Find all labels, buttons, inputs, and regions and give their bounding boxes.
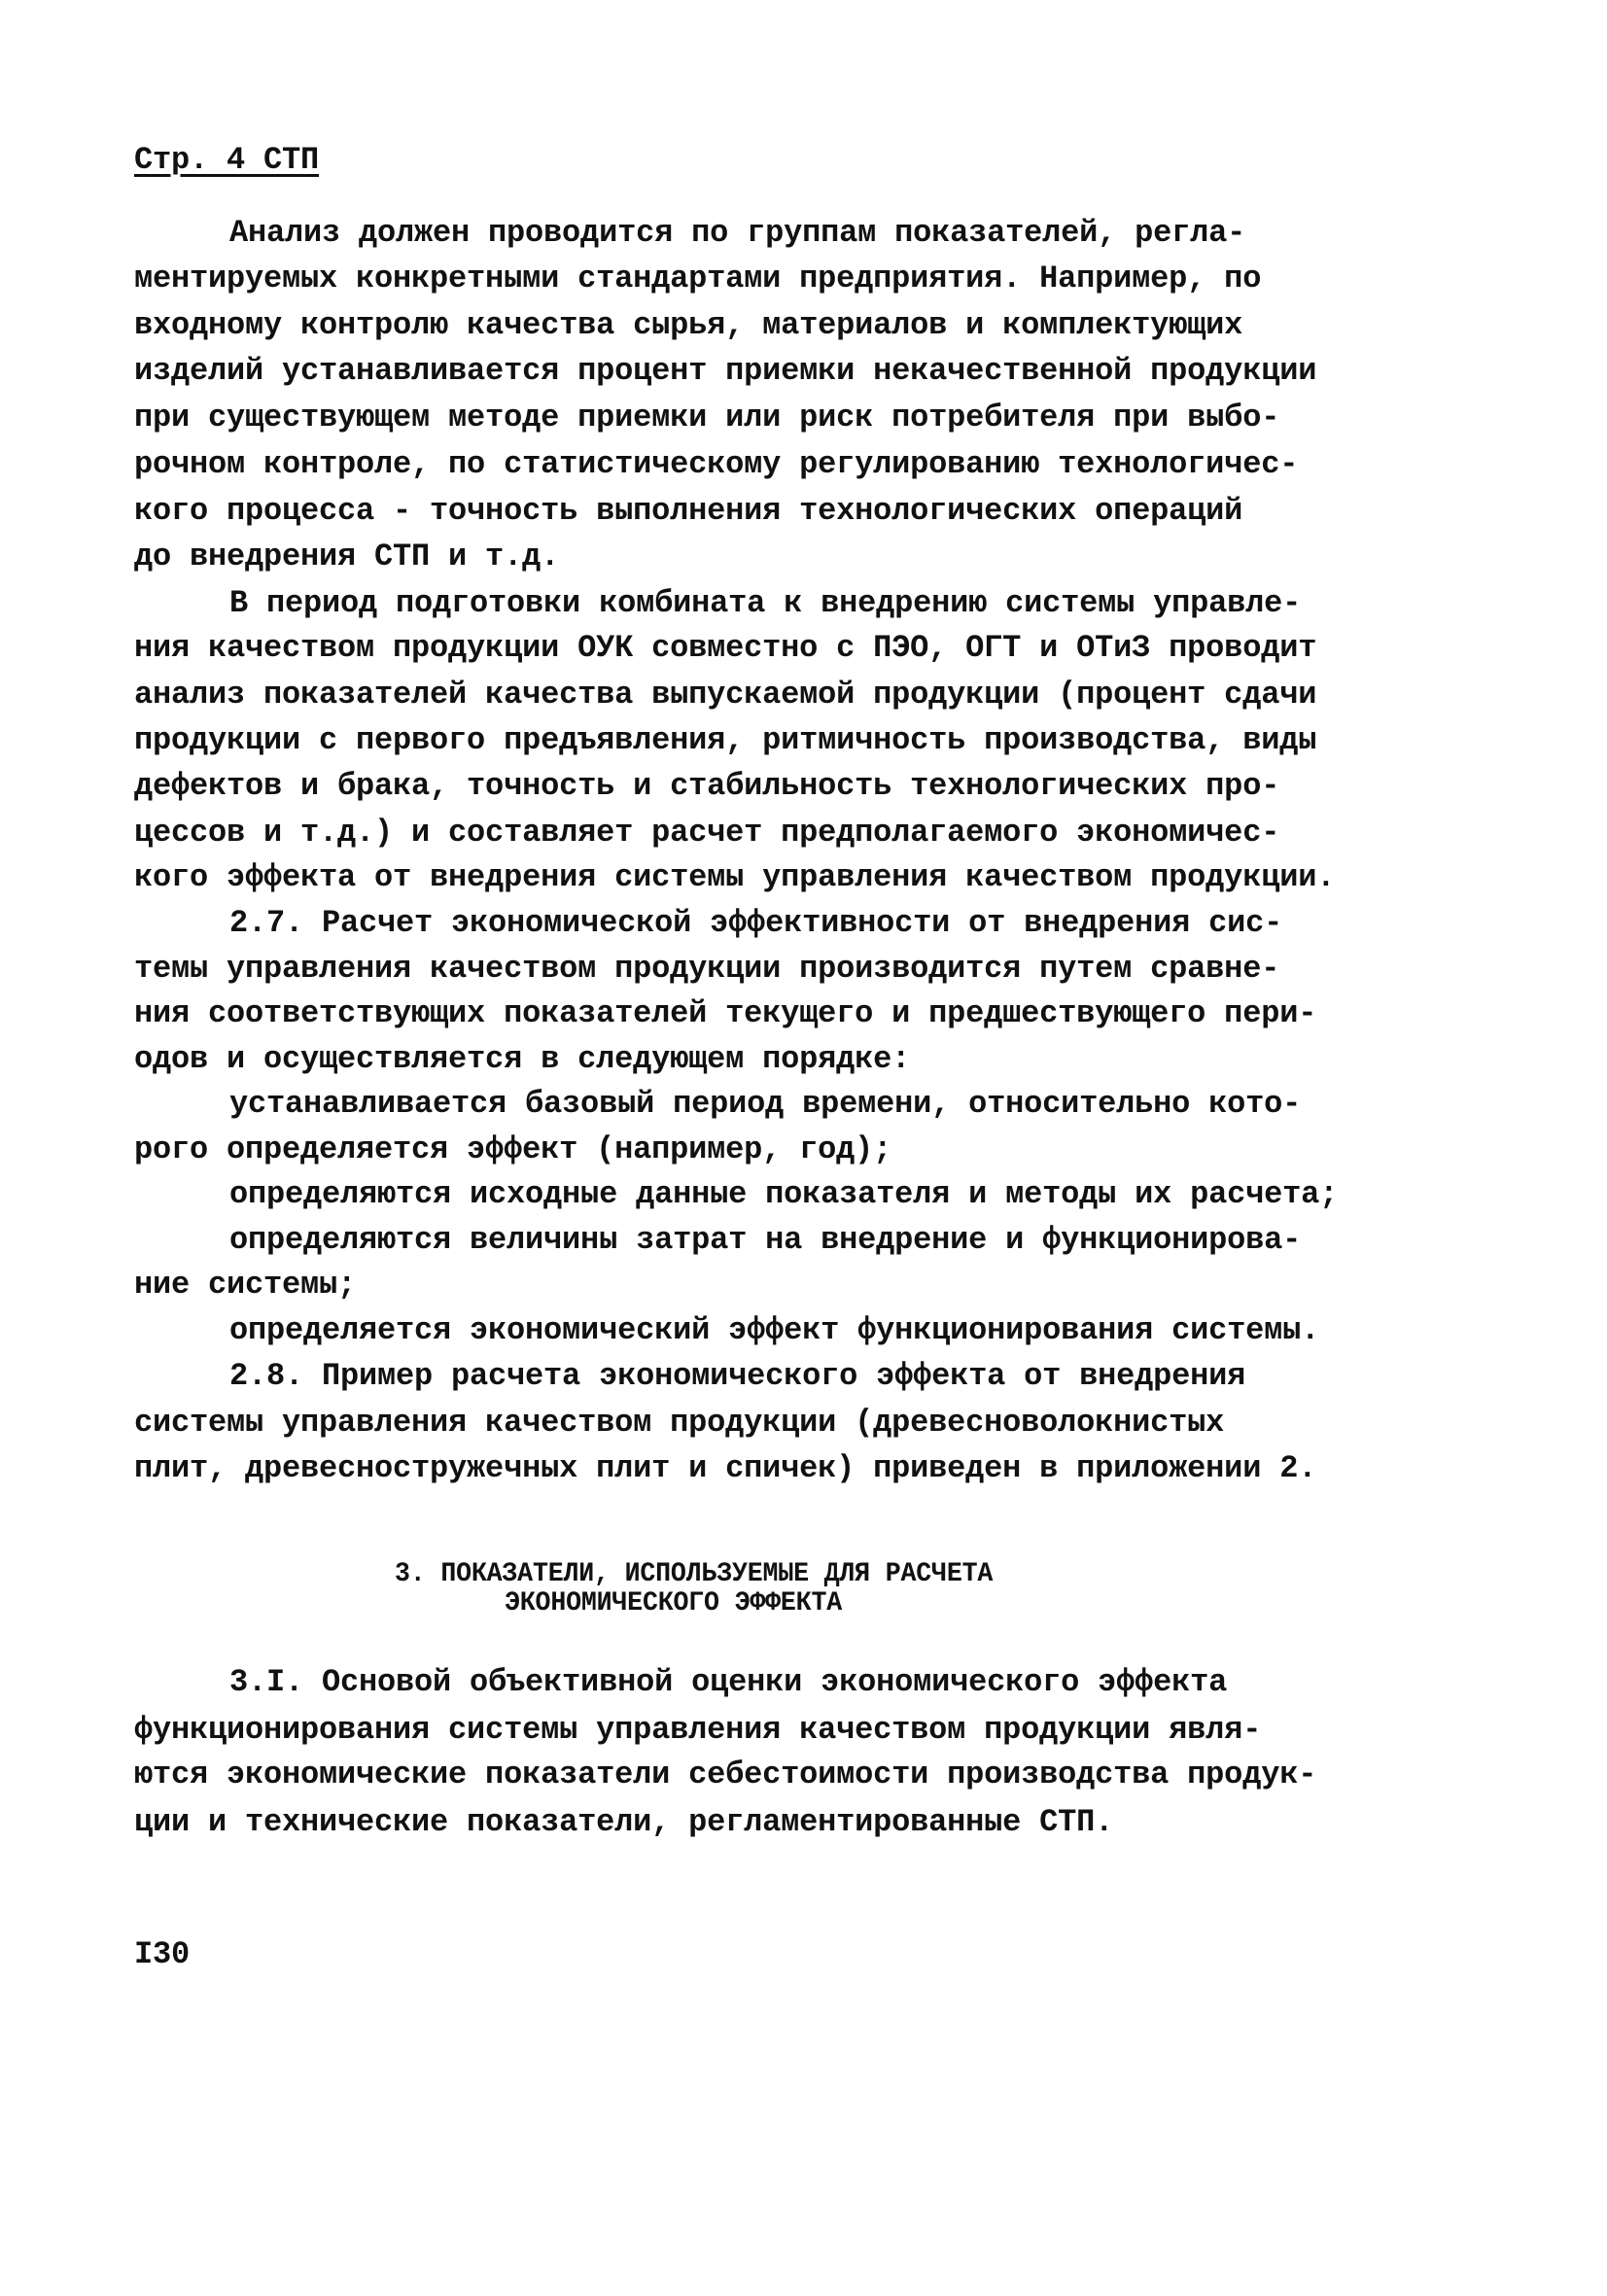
text-line: В период подготовки комбината к внедрению системы управле- (229, 585, 1302, 621)
section-heading-line-1: 3. ПОКАЗАТЕЛИ, ИСПОЛЬЗУЕМЫЕ ДЛЯ РАСЧЕТА (395, 1559, 994, 1589)
text-line: определяется экономический эффект функционирования системы. (229, 1312, 1320, 1348)
text-line: определяются исходные данные показателя и методы их расчета; (229, 1176, 1339, 1212)
text-line: изделий устанавливается процент приемки некачественной продукции (134, 353, 1317, 389)
text-line: входному контролю качества сырья, материалов и комплектующих (134, 307, 1243, 343)
text-line: определяются величины затрат на внедрение и функционирова- (229, 1222, 1302, 1258)
text-line: продукции с первого предъявления, ритмичность производства, виды (134, 722, 1317, 758)
text-line: цессов и т.д.) и составляет расчет предполагаемого экономичес- (134, 815, 1280, 851)
text-line: дефектов и брака, точность и стабильность технологических про- (134, 768, 1280, 804)
text-line: функционирования системы управления качеством продукции явля- (134, 1712, 1262, 1748)
text-line: ния соответствующих показателей текущего и предшествующего пери- (134, 995, 1317, 1031)
text-line: ние системы; (134, 1267, 357, 1303)
text-line: ются экономические показатели себестоимости производства продук- (134, 1757, 1317, 1792)
text-line: рого определяется эффект (например, год); (134, 1131, 892, 1167)
text-line: до внедрения СТП и т.д. (134, 539, 560, 574)
text-line: при существующем методе приемки или риск потребителя при выбо- (134, 400, 1280, 435)
page-number: I30 (134, 1936, 191, 1972)
text-line: 2.8. Пример расчета экономического эффекта от внедрения (229, 1358, 1246, 1394)
text-line: устанавливается базовый период времени, относительно кото- (229, 1086, 1302, 1122)
text-line: темы управления качеством продукции производится путем сравне- (134, 951, 1280, 987)
text-line: 3.I. Основой объективной оценки экономического эффекта (229, 1664, 1228, 1700)
section-heading-line-2: ЭКОНОМИЧЕСКОГО ЭФФЕКТА (505, 1588, 843, 1618)
text-line: кого эффекта от внедрения системы управления качеством продукции. (134, 859, 1336, 895)
text-line: Анализ должен проводится по группам показателей, регла- (229, 215, 1246, 251)
text-line: анализ показателей качества выпускаемой продукции (процент сдачи (134, 677, 1317, 713)
page-header: Стр. 4 СТП (134, 142, 320, 178)
text-line: ментируемых конкретными стандартами предприятия. Например, по (134, 261, 1262, 296)
text-line: системы управления качеством продукции (древесноволокнистых (134, 1405, 1225, 1441)
text-line: ния качеством продукции ОУК совместно с ПЭО, ОГТ и ОТиЗ проводит (134, 630, 1317, 666)
text-line: рочном контроле, по статистическому регулированию технологичес- (134, 446, 1299, 482)
text-line: одов и осуществляется в следующем порядке: (134, 1041, 911, 1077)
text-line: ции и технические показатели, регламентированные СТП. (134, 1804, 1114, 1840)
text-line: плит, древесностружечных плит и спичек) приведен в приложении 2. (134, 1450, 1317, 1486)
text-line: кого процесса - точность выполнения технологических операций (134, 493, 1243, 529)
text-line: 2.7. Расчет экономической эффективности от внедрения сис- (229, 905, 1283, 941)
